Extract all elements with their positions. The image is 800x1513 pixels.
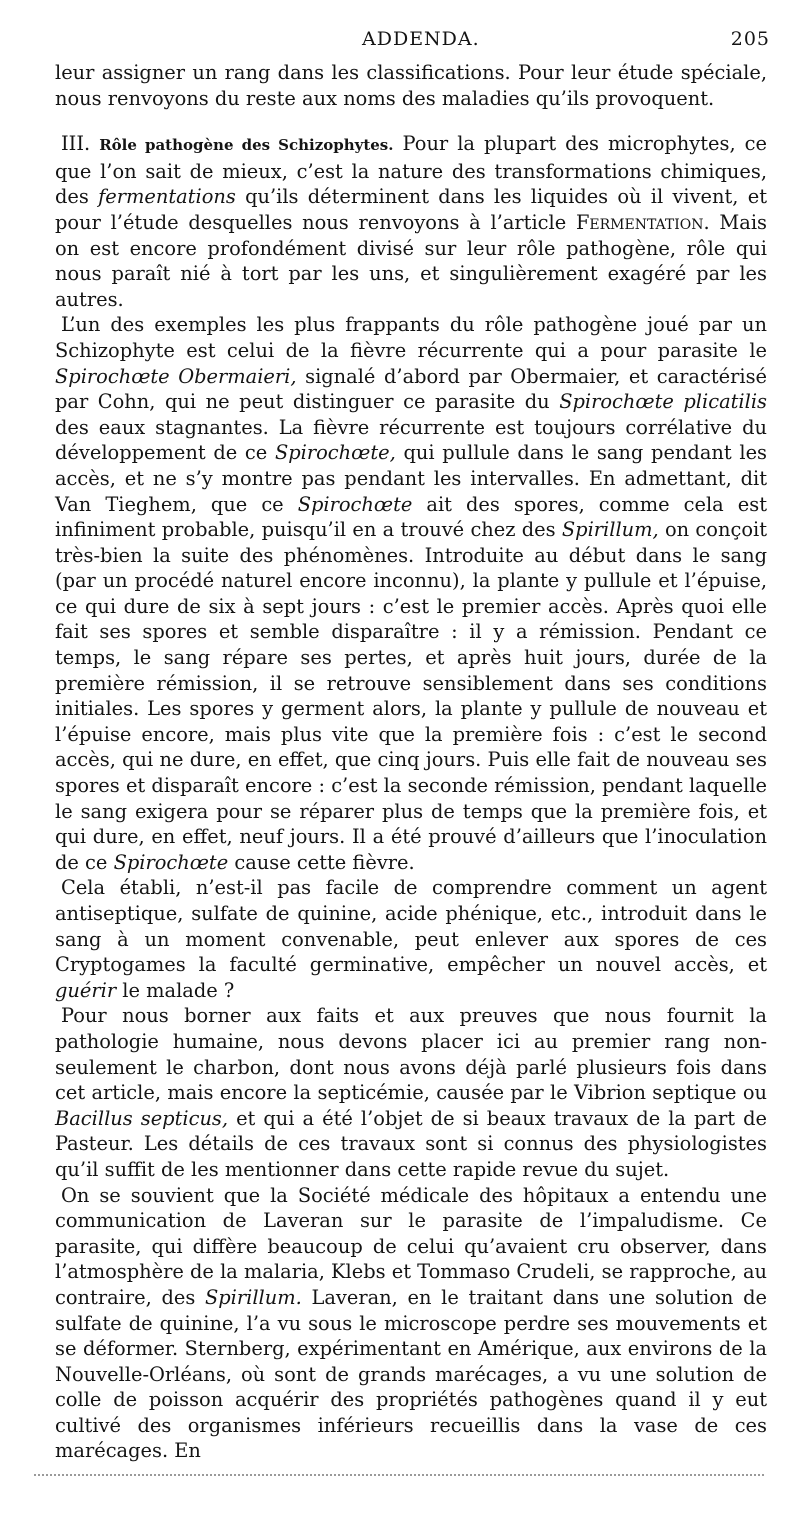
- section-number: III.: [61, 132, 91, 156]
- paragraph-fievre-recurrente: L’un des exemples les plus frappants du rôle pathogène joué par un Schizophyte est celui de la fièvre récurrente qui a pour parasite le Spirochœte Obermaieri, signalé d’abord par Obermaier, et caractérisé par Cohn, qui ne peut distinguer ce parasite du Spirochœte plicatilis des eaux stagnantes. La fièvre récurrente est toujours corrélative du développement de ce Spirochœte, qui pullule dans le sang pendant les accès, et ne s’y montre pas pendant les intervalles. En admettant, dit Van Tieghem, que ce Spirochœte ait des spores, comme cela est infiniment probable, puisqu’il en a trouvé chez des Spirillum, on conçoit très-bien la suite des phénomènes. Introduite au début dans le sang (par un procédé naturel encore inconnu), la plante y pullule et l’épuise, ce qui dure de six à sept jours : c’est le premier accès. Après quoi elle fait ses spores et semble disparaître : il y a rémission. Pendant ce temps, le sang répare ses pertes, et après huit jours, durée de la première rémission, il se retrouve sensiblement dans ses conditions initiales. Les spores y germent alors, la plante y pullule de nouveau et l’épuise encore, mais plus vite que la première fois : c’est le second accès, qui ne dure, en effet, que cinq jours. Puis elle fait de nouveau ses spores et disparaît encore : c’est la seconde rémission, pendant laquelle le sang exigera pour se réparer plus de temps que la première fois, et qui dure, en effet, neuf jours. Il a été prouvé d’ailleurs que l’inoculation de ce Spirochœte cause cette fièvre.: [55, 313, 767, 874]
- running-head: [0, 28, 800, 54]
- page-number: 205: [730, 28, 770, 50]
- paragraph-continuation: leur assigner un rang dans les classifications. Pour leur étude spéciale, nous renvoyons du reste aux noms des maladies qu’ils provoquent.: [55, 61, 767, 110]
- article-reference: Fermentation: [575, 210, 704, 234]
- body-text: [55, 60, 767, 1464]
- running-title: ADDENDA.: [362, 28, 480, 50]
- paragraph-antiseptique: Cela établi, n’est-il pas facile de comprendre comment un agent antiseptique, sulfate de quinine, acide phénique, etc., introduit dans le sang à un moment convenable, peut enlever aux spores de ces Cryptogames la faculté germinative, empêcher un nouvel accès, et guérir le malade ?: [55, 876, 767, 1002]
- paragraph-charbon-septicemie: Pour nous borner aux faits et aux preuves que nous fournit la pathologie humaine, nous devons placer ici au premier rang non-seulement le charbon, dont nous avons déjà parlé plusieurs fois dans cet article, mais encore la septicémie, causée par le Vibrion septique ou Bacillus septicus, et qui a été l’objet de si beaux travaux de la part de Pasteur. Les détails de ces travaux sont si connus des physiologistes qu’il suffit de les mentionner dans cette rapide revue du sujet.: [55, 1004, 767, 1181]
- section-title: Rôle pathogène des Schizophytes.: [99, 136, 394, 155]
- paragraph-impaludisme: On se souvient que la Société médicale des hôpitaux a entendu une communication de Laveran sur le parasite de l’impaludisme. Ce parasite, qui diffère beaucoup de celui qu’avaient cru observer, dans l’atmosphère de la malaria, Klebs et Tommaso Crudeli, se rapproche, au contraire, des Spirillum. Laveran, en le traitant dans une solution de sulfate de quinine, l’a vu sous le microscope perdre ses mouvements et se déformer. Sternberg, expérimentant en Amérique, aux environs de la Nouvelle-Orléans, où sont de grands marécages, a vu une solution de colle de poisson acquérir des propriétés pathogènes quand il y eut cultivé des organismes inférieurs recueillis dans la vase de ces marécages. En: [55, 1183, 768, 1463]
- section-III-paragraph: III. Rôle pathogène des Schizophytes. Pour la plupart des microphytes, ce que l’on sait de mieux, c’est la nature des transformations chimiques, des fermentations qu’ils déterminent dans les liquides où il vivent, et pour l’étude desquelles nous renvoyons à l’article Fermentation. Mais on est encore profondément divisé sur leur rôle pathogène, rôle qui nous paraît nié à tort par les uns, et singulièrement exagéré par les autres.: [55, 132, 767, 311]
- bottom-dotted-rule: [34, 1474, 764, 1476]
